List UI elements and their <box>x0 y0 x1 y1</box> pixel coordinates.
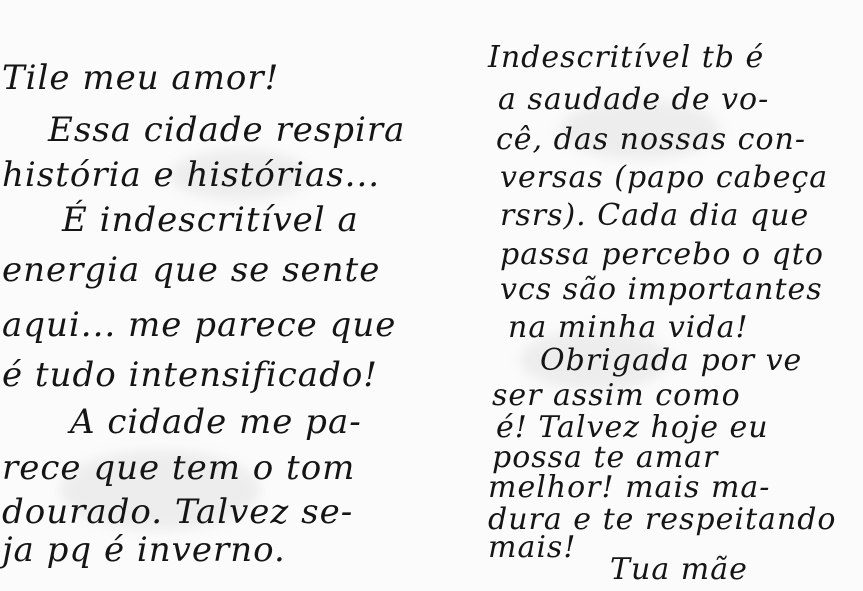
letter-line: rece que tem o tom <box>2 448 356 488</box>
letter-line: melhor! mais ma- <box>488 470 771 505</box>
letter-line: mais! <box>488 530 577 565</box>
letter-line: é tudo intensificado! <box>2 355 378 395</box>
letter-line: aqui... me parece que <box>2 305 397 345</box>
letter-line: vcs são importantes <box>500 272 823 307</box>
letter-line: Essa cidade respira <box>48 110 406 150</box>
letter-line: versas (papo cabeça <box>500 160 829 195</box>
letter-line: dura e te respeitando <box>488 502 837 537</box>
letter-line: história e histórias... <box>2 155 381 195</box>
letter-line: rsrs). Cada dia que <box>500 198 810 233</box>
letter-line: ja pq é inverno. <box>2 530 286 570</box>
letter-line: cê, das nossas con- <box>496 122 806 157</box>
letter-line: a saudade de vo- <box>498 82 770 117</box>
letter-line: Indescritível tb é <box>488 40 765 75</box>
letter-line: A cidade me pa- <box>70 402 362 442</box>
letter-line: possa te amar <box>492 440 719 475</box>
letter-line: é! Talvez hoje eu <box>496 410 769 445</box>
letter-line: dourado. Talvez se- <box>2 492 354 532</box>
letter-line: É indescritível a <box>62 200 359 240</box>
letter-line: energia que se sente <box>2 250 381 290</box>
letter-line: Obrigada por ve <box>540 343 803 378</box>
signature: Tua mãe <box>610 552 748 587</box>
letter-line: Tile meu amor! <box>2 58 280 98</box>
letter-line: passa percebo o qto <box>500 237 824 272</box>
letter-line: ser assim como <box>492 378 741 413</box>
letter-line: na minha vida! <box>508 310 749 345</box>
